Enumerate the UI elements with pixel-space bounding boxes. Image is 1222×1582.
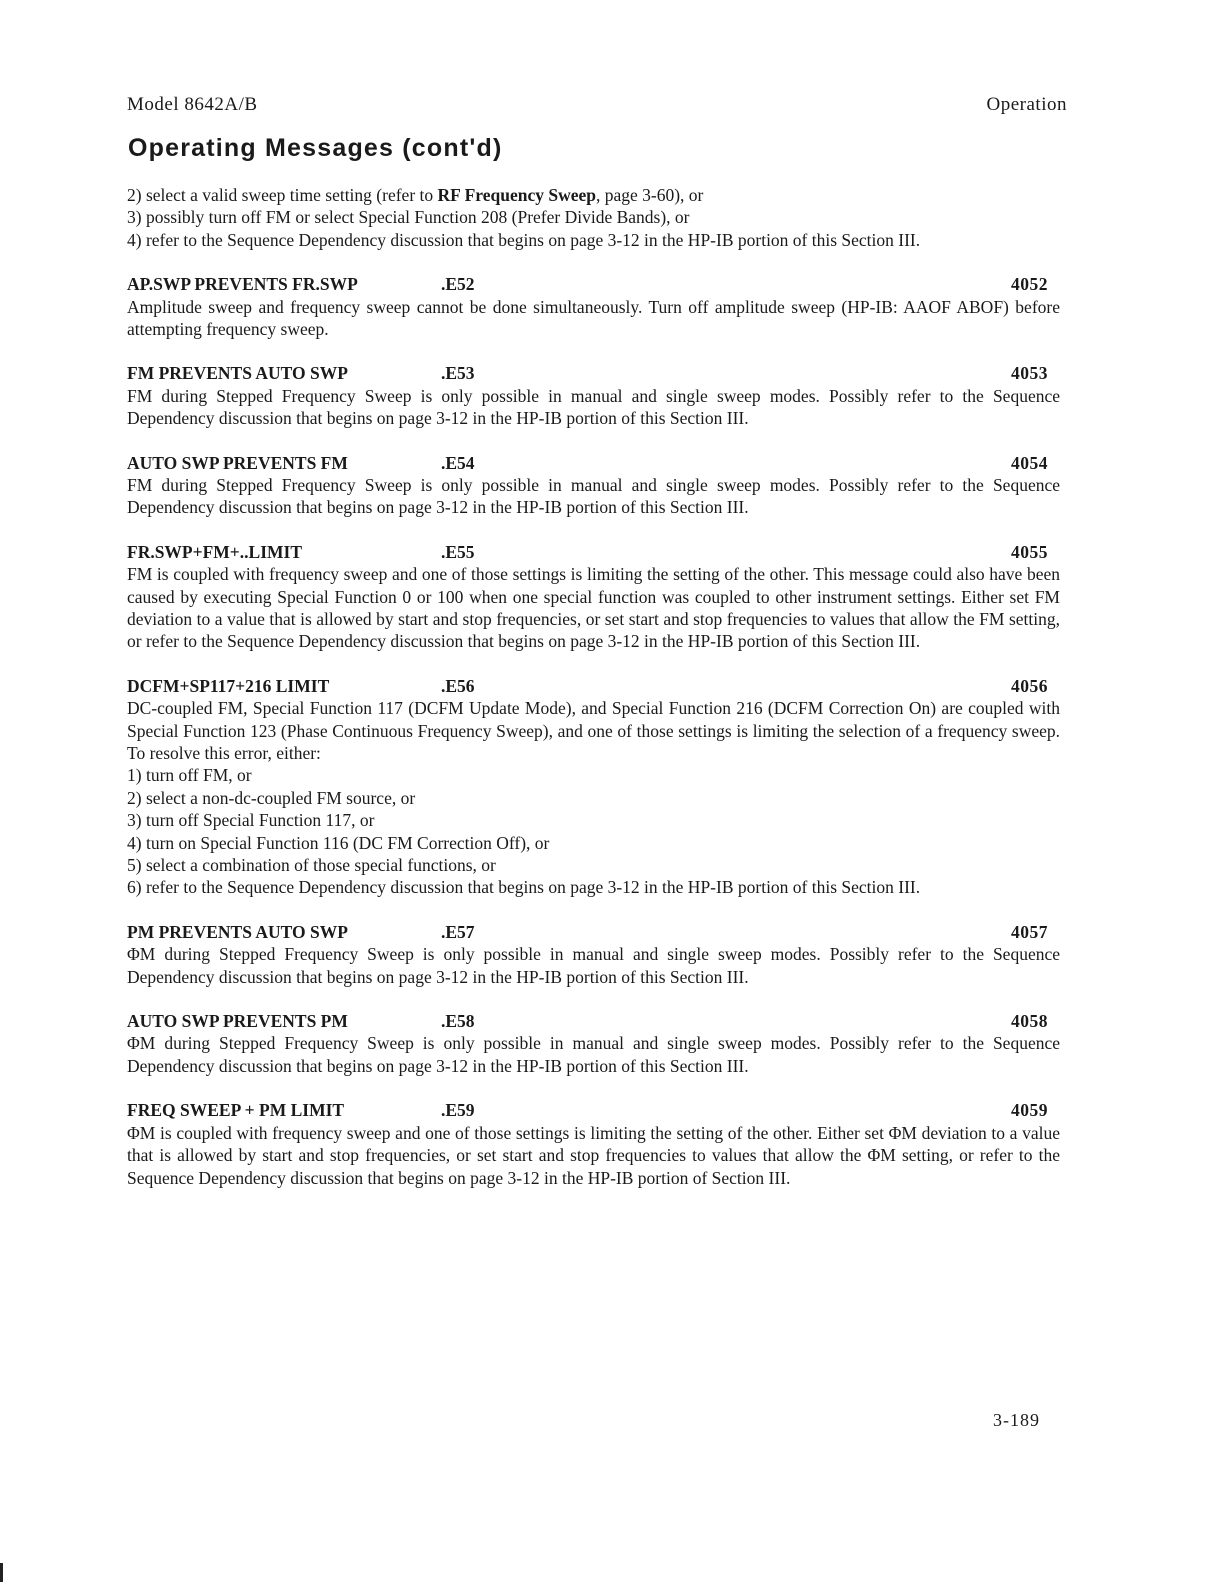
message-entry-e52 <box>127 273 1060 340</box>
message-number: 4052 <box>1011 274 1048 295</box>
running-header <box>127 94 1067 118</box>
message-heading <box>127 921 1060 943</box>
intro-continuation <box>127 184 1060 251</box>
message-code: .E58 <box>441 1011 475 1032</box>
message-number: 4053 <box>1011 363 1048 384</box>
page-title: Operating Messages (cont'd) <box>128 134 503 162</box>
message-number: 4058 <box>1011 1011 1048 1032</box>
message-name: AUTO SWP PREVENTS PM <box>127 1011 348 1032</box>
message-description: FM during Stepped Frequency Sweep is only possible in manual and single sweep modes. Possibly refer to the Sequence Dependency discussion that begins on page 3-12 in the HP-IB portion of this Section III. <box>127 475 1060 518</box>
message-heading <box>127 675 1060 697</box>
scan-edge-mark <box>0 1563 3 1582</box>
message-code: .E52 <box>441 274 475 295</box>
message-code: .E54 <box>441 452 475 473</box>
message-heading <box>127 273 1060 295</box>
message-description: ΦM is coupled with frequency sweep and one of those settings is limiting the setting of the other. Either set ΦM deviation to a value that is allowed by start and stop frequencies, or set start and stop frequencies to values that allow the ΦM setting, or refer to the Sequence Dependency discussion that begins on page 3-12 in the HP-IB portion of Section III. <box>127 1122 1060 1188</box>
intro-item: 4) refer to the Sequence Dependency discussion that begins on page 3-12 in the HP-IB portion of this Section III. <box>127 229 921 250</box>
message-entry-e54 <box>127 452 1060 519</box>
message-code: .E53 <box>441 363 475 384</box>
message-description: FM during Stepped Frequency Sweep is only possible in manual and single sweep modes. Possibly refer to the Sequence Dependency discussion that begins on page 3-12 in the HP-IB portion of this Section III. <box>127 385 1060 429</box>
message-code: .E59 <box>441 1100 475 1121</box>
message-name: DCFM+SP117+216 LIMIT <box>127 675 330 696</box>
message-entry-e59 <box>127 1099 1060 1189</box>
reference-link-text: RF Frequency Sweep <box>437 185 596 205</box>
message-entry-e53 <box>127 362 1060 429</box>
message-entry-e56 <box>127 675 1060 899</box>
list-item: 4) turn on Special Function 116 (DC FM Correction Off), or <box>127 832 550 853</box>
message-description: ΦM during Stepped Frequency Sweep is only possible in manual and single sweep modes. Possibly refer to the Sequence Dependency discussion that begins on page 3-12 in the HP-IB portion of this Section III. <box>127 1033 1060 1076</box>
message-name: PM PREVENTS AUTO SWP <box>127 921 348 942</box>
message-entry-e57 <box>127 921 1060 988</box>
list-item: 5) select a combination of those special functions, or <box>127 855 496 876</box>
message-code: .E57 <box>441 921 475 942</box>
message-entry-e58 <box>127 1010 1060 1077</box>
list-item: 6) refer to the Sequence Dependency discussion that begins on page 3-12 in the HP-IB portion of this Section III. <box>127 877 921 898</box>
message-code: .E56 <box>441 675 475 696</box>
message-name: AP.SWP PREVENTS FR.SWP <box>127 274 358 295</box>
message-description: FM is coupled with frequency sweep and one of those settings is limiting the setting of the other. This message could also have been caused by executing Special Function 0 or 100 when one special function was coupled to other instrument settings. Either set FM deviation to a value that is allowed by start and stop frequencies, or set start and stop frequencies to values that allow the FM setting, or refer to the Sequence Dependency discussion that begins on page 3-12 in the HP-IB portion of this Section III. <box>127 564 1060 652</box>
message-name: FREQ SWEEP + PM LIMIT <box>127 1100 345 1121</box>
message-description: ΦM during Stepped Frequency Sweep is only possible in manual and single sweep modes. Possibly refer to the Sequence Dependency discussion that begins on page 3-12 in the HP-IB portion of this Section III. <box>127 944 1060 987</box>
message-number: 4054 <box>1011 452 1048 473</box>
message-number: 4057 <box>1011 921 1048 942</box>
message-name: AUTO SWP PREVENTS FM <box>127 452 348 473</box>
message-code: .E55 <box>441 541 475 562</box>
message-heading <box>127 1099 1060 1121</box>
message-description: DC-coupled FM, Special Function 117 (DCFM Update Mode), and Special Function 216 (DCFM Correction On) are coupled with Special Function 123 (Phase Continuous Frequency Sweep), and one of those settings is limiting the selection of a frequency sweep. To resolve this error, either: 1) turn off FM, or 2) select a non-dc-coupled FM source, or 3) turn off Special Function 117, or 4) turn on Special Function 116 (DC FM Correction Off), or 5) select a combination of those special functions, or 6) refer to the Sequence Dependency discussion that begins on page 3-12 in the HP-IB portion of this Section III. <box>127 698 1060 898</box>
page-number: 3-189 <box>993 1410 1040 1430</box>
document-page <box>127 94 1067 1554</box>
message-number: 4055 <box>1011 541 1048 562</box>
message-heading <box>127 541 1060 563</box>
list-item: 3) turn off Special Function 117, or <box>127 810 375 831</box>
list-item: 2) select a non-dc-coupled FM source, or <box>127 787 416 808</box>
message-number: 4059 <box>1011 1100 1048 1121</box>
message-heading <box>127 362 1060 384</box>
section-label: Operation <box>986 94 1067 115</box>
message-heading <box>127 1010 1060 1032</box>
message-number: 4056 <box>1011 675 1048 696</box>
intro-item: 2) select a valid sweep time setting (refer to RF Frequency Sweep, page 3-60), or <box>127 185 704 205</box>
message-heading <box>127 452 1060 474</box>
model-label: Model 8642A/B <box>127 94 258 115</box>
message-name: FR.SWP+FM+..LIMIT <box>127 541 303 562</box>
list-item: 1) turn off FM, or <box>127 765 252 786</box>
intro-item: 3) possibly turn off FM or select Special Function 208 (Prefer Divide Bands), or <box>127 207 690 228</box>
message-name: FM PREVENTS AUTO SWP <box>127 363 348 384</box>
message-entry-e55 <box>127 541 1060 653</box>
message-description: Amplitude sweep and frequency sweep cannot be done simultaneously. Turn off amplitude sweep (HP-IB: AAOF ABOF) before attempting frequency sweep. <box>127 296 1060 340</box>
